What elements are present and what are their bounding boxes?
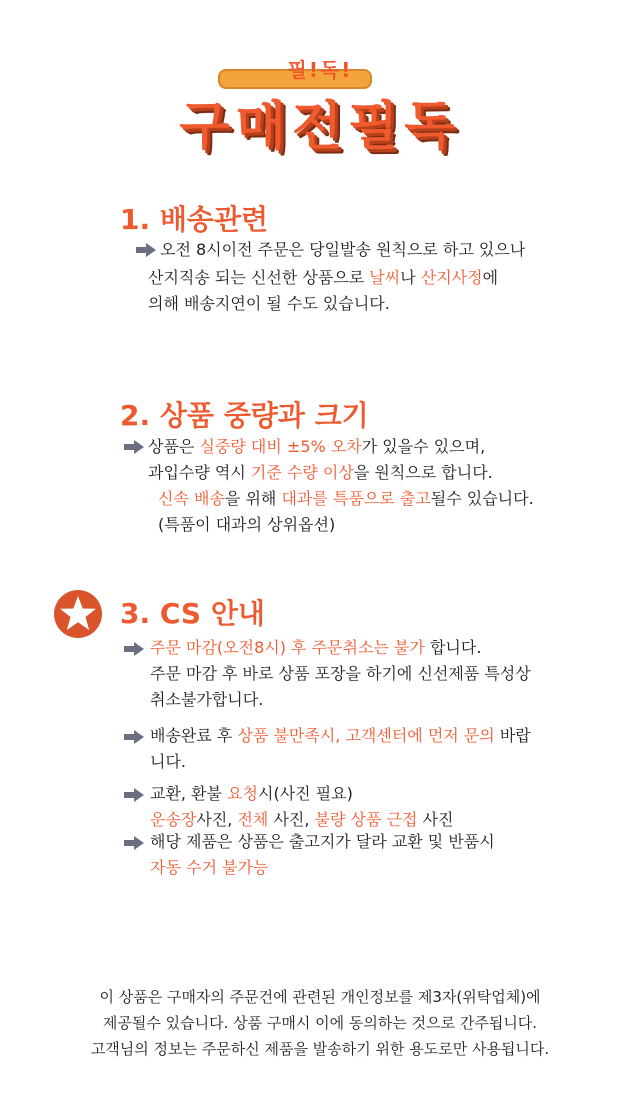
section1-line3: 의해 배송지연이 될 수도 있습니다. [148,294,390,313]
section2-line2: 과입수량 역시 기준 수량 이상을 원칙으로 합니다. [148,463,493,482]
cs-item3-line2: 운송장사진, 전체 사진, 불량 상품 근접 사진 [150,810,454,829]
cs-item4-line2: 자동 수거 불가능 [150,858,269,877]
footer-line2: 제공될수 있습니다. 상품 구매시 이에 동의하는 것으로 간주됩니다. [102,1014,538,1032]
arrow-right-icon [124,642,144,656]
header-subtitle: 필!독! [287,58,353,82]
footer-line3: 고객님의 정보는 주문하신 제품을 발송하기 위한 용도로만 사용됩니다. [90,1040,550,1058]
arrow-right-icon [124,730,144,744]
section3-title: 3. CS 안내 [120,597,265,630]
section1-title: 1. 배송관련 [120,203,269,236]
cs-item1-line2: 주문 마감 후 바로 상품 포장을 하기에 신선제품 특성상 [150,664,531,683]
section2-line3: 신속 배송을 위해 대과를 특품으로 출고될수 있습니다. [158,489,534,508]
header-title: 구매전필독 [179,97,461,157]
section2-title: 2. 상품 중량과 크기 [120,399,369,432]
cs-item3-line1: 교환, 환불 요청시(사진 필요) [150,784,353,803]
arrow-right-icon [136,243,156,257]
section2-line1: 상품은 실중량 대비 ±5% 오차가 있을수 있으며, [148,437,486,456]
section1-line2: 산지직송 되는 신선한 상품으로 날씨나 산지사정에 [148,268,499,287]
header-banner [0,0,640,170]
footer-line1: 이 상품은 구매자의 주문건에 관련된 개인정보를 제3자(위탁업체)에 [99,988,541,1006]
cs-item2-line2: 니다. [150,752,186,771]
arrow-right-icon [124,440,144,454]
section2-line4: (특품이 대과의 상위옵션) [158,515,336,534]
cs-item2-line1: 배송완료 후 상품 불만족시, 고객센터에 먼저 문의 바랍 [150,726,531,745]
arrow-right-icon [124,836,144,850]
cs-item1-line1: 주문 마감(오전8시) 후 주문취소는 불가 합니다. [150,638,482,657]
star-icon [52,588,104,640]
footer-notice [0,984,640,1062]
section1-line1: 오전 8시이전 주문은 당일발송 원칙으로 하고 있으나 [160,240,526,259]
arrow-right-icon [124,788,144,802]
cs-item1-line3: 취소불가합니다. [150,690,264,709]
cs-item4-line1: 해당 제품은 상품은 출고지가 달라 교환 및 반품시 [150,832,495,851]
